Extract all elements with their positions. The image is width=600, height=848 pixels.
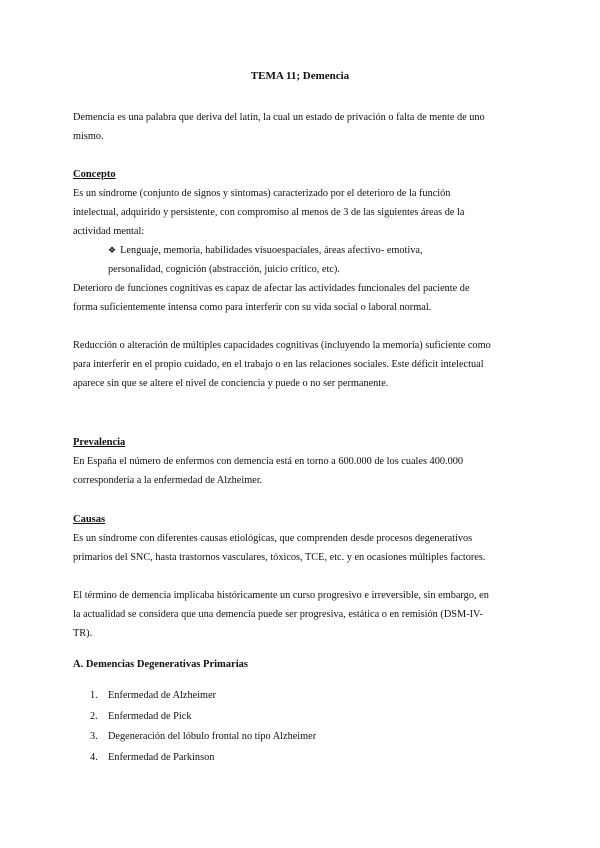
concepto-heading: Concepto	[73, 169, 116, 180]
diamond-bullet-icon: ❖	[108, 245, 117, 255]
list-item: 4. Enfermedad de Parkinson	[90, 751, 215, 763]
concepto-bullet	[80, 241, 460, 260]
causas-paragraph-1: Es un síndrome con diferentes causas etiológicas, que comprenden desde procesos degenerativos primarios del SNC, hasta trastornos vasculares, tóxicos, TCE, etc. y en ocasiones múltiples factores.	[73, 533, 486, 563]
concepto-paragraph-2: Deterioro de funciones cognitivas es capaz de afectar las actividades funcionales del paciente de forma suficientemente intensa como para interferir con su vida social o laboral normal.	[73, 283, 470, 313]
bullet-line-1: Lenguaje, memoria, habilidades visuoespaciales, áreas afectivo- emotiva,	[120, 245, 423, 256]
causas-paragraph-2: El término de demencia implicaba históricamente un curso progresivo e irreversible, sin embargo, en la actualidad se considera que una demencia puede ser progresiva, estática o en remisión (DSM-IV-TR).	[73, 590, 489, 639]
list-item: 2. Enfermedad de Pick	[90, 710, 192, 722]
prevalencia-paragraph: En España el número de enfermos con demencia está en torno a 600.000 de los cuales 400.000 correspondería a la enfermedad de Alzheimer.	[73, 456, 464, 486]
document-title: TEMA 11; Demencia	[250, 70, 350, 82]
prevalencia-heading: Prevalencia	[73, 437, 126, 448]
concepto-paragraph-1: Es un síndrome (conjunto de signos y síntomas) caracterizado por el deterioro de la función intelectual, adquirido y persistente, con compromiso al menos de 3 de las siguientes áreas de la actividad mental:	[73, 188, 465, 237]
list-item: 1. Enfermedad de Alzheimer	[90, 690, 217, 701]
degenerative-dementias-list	[90, 686, 470, 768]
causas-heading: Causas	[73, 514, 106, 525]
intro-paragraph: Demencia es una palabra que deriva del latín, la cual un estado de privación o falta de mente de uno mismo.	[73, 112, 485, 142]
section-a-heading: A. Demencias Degenerativas Primarias	[73, 659, 248, 670]
list-item: 3. Degeneración del lóbulo frontal no tipo Alzheimer	[90, 731, 317, 742]
concepto-paragraph-3: Reducción o alteración de múltiples capacidades cognitivas (incluyendo la memoria) suficiente como para interferir en el propio cuidado, en el trabajo o en las relaciones sociales. Este déficit intelectual aparece sin que se altere el nivel de conciencia y puede o no ser permanente.	[73, 340, 491, 389]
concepto-bullet-continuation: personalidad, cognición (abstracción, juicio crítico, etc).	[108, 264, 340, 275]
